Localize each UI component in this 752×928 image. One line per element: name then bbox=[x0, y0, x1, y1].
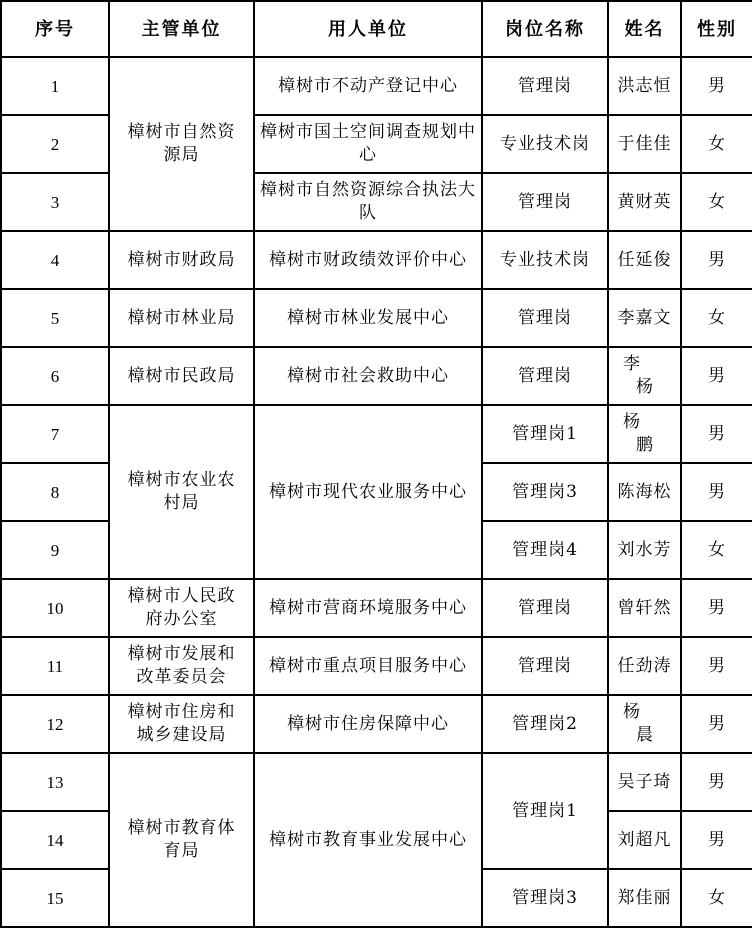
seq-cell: 12 bbox=[1, 695, 109, 753]
name-cell: 洪志恒 bbox=[608, 57, 681, 115]
post-cell: 管理岗3 bbox=[482, 869, 608, 927]
seq-cell: 7 bbox=[1, 405, 109, 463]
name-cell: 刘水芳 bbox=[608, 521, 681, 579]
gender-cell: 男 bbox=[681, 463, 752, 521]
seq-cell: 1 bbox=[1, 57, 109, 115]
unit-cell: 樟树市社会救助中心 bbox=[254, 347, 482, 405]
seq-cell: 15 bbox=[1, 869, 109, 927]
header-unit: 用人单位 bbox=[254, 1, 482, 57]
name-cell: 刘超凡 bbox=[608, 811, 681, 869]
post-cell: 管理岗1 bbox=[482, 753, 608, 869]
post-cell: 管理岗 bbox=[482, 173, 608, 231]
unit-cell: 樟树市财政绩效评价中心 bbox=[254, 231, 482, 289]
table-row bbox=[1, 57, 752, 115]
post-cell: 管理岗 bbox=[482, 637, 608, 695]
dept-cell: 樟树市人民政府办公室 bbox=[109, 579, 254, 637]
gender-cell: 男 bbox=[681, 347, 752, 405]
name-text: 杨鹏 bbox=[623, 412, 679, 455]
name-cell: 李嘉文 bbox=[608, 289, 681, 347]
gender-cell: 女 bbox=[681, 173, 752, 231]
header-seq: 序号 bbox=[1, 1, 109, 57]
post-cell: 管理岗 bbox=[482, 579, 608, 637]
seq-cell: 11 bbox=[1, 637, 109, 695]
dept-cell: 樟树市住房和城乡建设局 bbox=[109, 695, 254, 753]
header-post: 岗位名称 bbox=[482, 1, 608, 57]
unit-cell: 樟树市国土空间调查规划中心 bbox=[254, 115, 482, 173]
unit-cell: 樟树市教育事业发展中心 bbox=[254, 753, 482, 927]
post-cell: 管理岗 bbox=[482, 57, 608, 115]
name-text: 杨晨 bbox=[623, 702, 679, 745]
gender-cell: 男 bbox=[681, 695, 752, 753]
table-row bbox=[1, 695, 752, 753]
gender-cell: 女 bbox=[681, 521, 752, 579]
dept-cell: 樟树市教育体育局 bbox=[109, 753, 254, 927]
table-row bbox=[1, 347, 752, 405]
seq-cell: 6 bbox=[1, 347, 109, 405]
name-text: 李杨 bbox=[623, 354, 679, 397]
table-row bbox=[1, 289, 752, 347]
post-cell: 管理岗 bbox=[482, 289, 608, 347]
post-cell: 管理岗4 bbox=[482, 521, 608, 579]
gender-cell: 男 bbox=[681, 579, 752, 637]
dept-cell: 樟树市财政局 bbox=[109, 231, 254, 289]
gender-cell: 男 bbox=[681, 231, 752, 289]
gender-cell: 男 bbox=[681, 753, 752, 811]
seq-cell: 10 bbox=[1, 579, 109, 637]
post-cell: 专业技术岗 bbox=[482, 115, 608, 173]
gender-cell: 男 bbox=[681, 637, 752, 695]
unit-cell: 樟树市营商环境服务中心 bbox=[254, 579, 482, 637]
seq-cell: 2 bbox=[1, 115, 109, 173]
unit-cell: 樟树市现代农业服务中心 bbox=[254, 405, 482, 579]
unit-cell: 樟树市林业发展中心 bbox=[254, 289, 482, 347]
name-cell: 任延俊 bbox=[608, 231, 681, 289]
unit-cell: 樟树市重点项目服务中心 bbox=[254, 637, 482, 695]
header-name: 姓名 bbox=[608, 1, 681, 57]
header-row bbox=[1, 1, 752, 57]
post-cell: 管理岗2 bbox=[482, 695, 608, 753]
gender-cell: 男 bbox=[681, 57, 752, 115]
name-cell: 任劲涛 bbox=[608, 637, 681, 695]
post-cell: 专业技术岗 bbox=[482, 231, 608, 289]
dept-cell: 樟树市林业局 bbox=[109, 289, 254, 347]
post-cell: 管理岗1 bbox=[482, 405, 608, 463]
unit-cell: 樟树市不动产登记中心 bbox=[254, 57, 482, 115]
header-dept: 主管单位 bbox=[109, 1, 254, 57]
dept-cell: 樟树市民政局 bbox=[109, 347, 254, 405]
table-row bbox=[1, 637, 752, 695]
post-cell: 管理岗3 bbox=[482, 463, 608, 521]
seq-cell: 4 bbox=[1, 231, 109, 289]
table-row bbox=[1, 231, 752, 289]
post-cell: 管理岗 bbox=[482, 347, 608, 405]
name-cell: 黄财英 bbox=[608, 173, 681, 231]
name-cell: 陈海松 bbox=[608, 463, 681, 521]
gender-cell: 女 bbox=[681, 115, 752, 173]
header-gender: 性别 bbox=[681, 1, 752, 57]
seq-cell: 13 bbox=[1, 753, 109, 811]
unit-cell: 樟树市自然资源综合执法大队 bbox=[254, 173, 482, 231]
seq-cell: 3 bbox=[1, 173, 109, 231]
name-cell: 吴子琦 bbox=[608, 753, 681, 811]
dept-cell: 樟树市发展和改革委员会 bbox=[109, 637, 254, 695]
seq-cell: 9 bbox=[1, 521, 109, 579]
seq-cell: 8 bbox=[1, 463, 109, 521]
gender-cell: 女 bbox=[681, 289, 752, 347]
name-cell: 于佳佳 bbox=[608, 115, 681, 173]
seq-cell: 5 bbox=[1, 289, 109, 347]
dept-cell: 樟树市农业农村局 bbox=[109, 405, 254, 579]
gender-cell: 男 bbox=[681, 811, 752, 869]
name-cell: 郑佳丽 bbox=[608, 869, 681, 927]
table-row bbox=[1, 405, 752, 463]
table-row bbox=[1, 753, 752, 811]
name-cell: 曾轩然 bbox=[608, 579, 681, 637]
name-cell bbox=[608, 405, 681, 463]
name-cell bbox=[608, 347, 681, 405]
name-cell bbox=[608, 695, 681, 753]
table-row bbox=[1, 579, 752, 637]
gender-cell: 男 bbox=[681, 405, 752, 463]
unit-cell: 樟树市住房保障中心 bbox=[254, 695, 482, 753]
dept-cell: 樟树市自然资源局 bbox=[109, 57, 254, 231]
gender-cell: 女 bbox=[681, 869, 752, 927]
seq-cell: 14 bbox=[1, 811, 109, 869]
